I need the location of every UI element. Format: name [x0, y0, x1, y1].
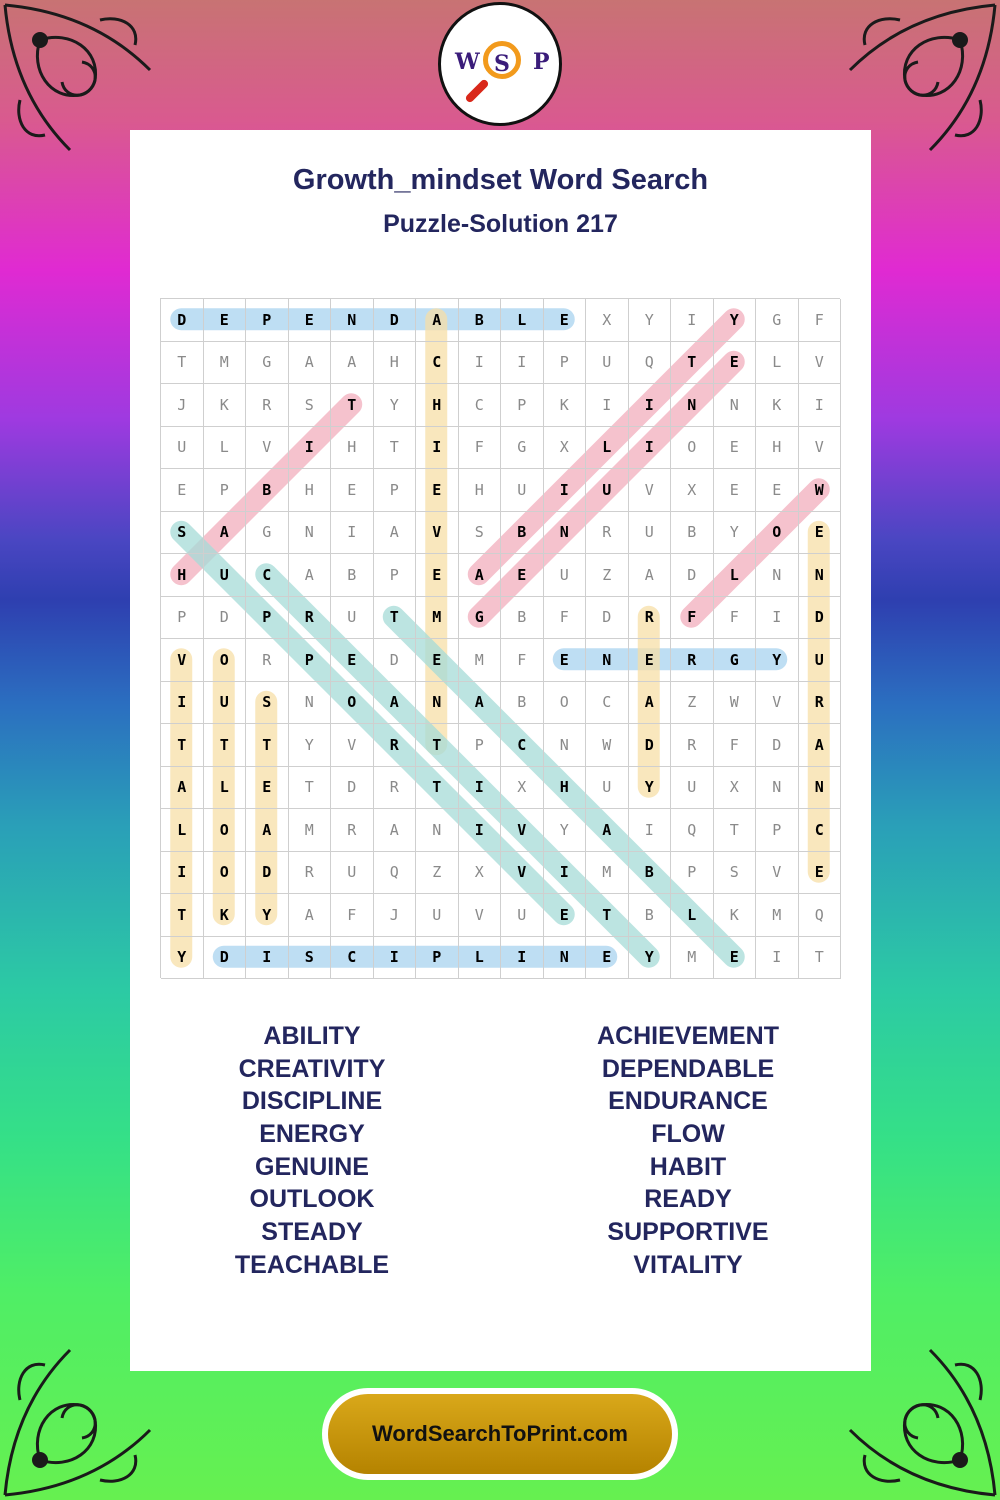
grid-cell: P: [416, 937, 459, 980]
grid-cell: I: [629, 809, 672, 852]
grid-cell: E: [544, 299, 587, 342]
word-list-item: ABILITY: [263, 1022, 361, 1050]
grid-cell: W: [586, 724, 629, 767]
grid-cell: E: [714, 469, 757, 512]
grid-cell: Z: [416, 852, 459, 895]
grid-cell: M: [756, 894, 799, 937]
grid-cell: U: [416, 894, 459, 937]
grid-cell: M: [671, 937, 714, 980]
grid-cell: I: [756, 597, 799, 640]
grid-cell: I: [586, 384, 629, 427]
grid-cell: G: [246, 512, 289, 555]
grid-cell: T: [586, 894, 629, 937]
grid-cell: A: [459, 682, 502, 725]
grid-cell: E: [161, 469, 204, 512]
grid-cell: X: [544, 427, 587, 470]
grid-cell: T: [799, 937, 842, 980]
grid-cell: N: [756, 554, 799, 597]
grid-cell: P: [459, 724, 502, 767]
grid-cell: I: [161, 852, 204, 895]
grid-cell: T: [374, 427, 417, 470]
grid-cell: H: [544, 767, 587, 810]
wsp-logo: [438, 2, 562, 126]
grid-cell: U: [629, 512, 672, 555]
grid-cell: I: [416, 427, 459, 470]
grid-cell: S: [289, 937, 332, 980]
grid-cell: U: [331, 597, 374, 640]
grid-cell: U: [161, 427, 204, 470]
grid-cell: F: [501, 639, 544, 682]
grid-cell: N: [416, 809, 459, 852]
word-list-item: FLOW: [651, 1120, 725, 1149]
grid-cell: T: [416, 767, 459, 810]
grid-cell: X: [501, 767, 544, 810]
site-link[interactable]: WordSearchToPrint.com: [372, 1421, 628, 1446]
grid-cell: E: [799, 512, 842, 555]
grid-cell: Y: [629, 299, 672, 342]
grid-cell: I: [544, 852, 587, 895]
grid-cell: P: [246, 299, 289, 342]
grid-cell: F: [714, 724, 757, 767]
grid-cell: N: [331, 299, 374, 342]
grid-cell: U: [586, 342, 629, 385]
grid-cell: K: [204, 894, 247, 937]
grid-cell: P: [374, 554, 417, 597]
grid-cell: F: [714, 597, 757, 640]
grid-cell: I: [331, 512, 374, 555]
magnifier-handle: [464, 78, 489, 103]
grid-cell: O: [671, 427, 714, 470]
grid-cell: Q: [374, 852, 417, 895]
grid-cell: D: [586, 597, 629, 640]
grid-cell: B: [246, 469, 289, 512]
grid-cell: V: [501, 852, 544, 895]
grid-cell: D: [331, 767, 374, 810]
grid-cell: D: [671, 554, 714, 597]
grid-cell: U: [204, 682, 247, 725]
site-badge-inner: [328, 1394, 672, 1474]
grid-cell: Y: [374, 384, 417, 427]
grid-cell: P: [671, 852, 714, 895]
grid-cell: U: [586, 767, 629, 810]
grid-cell: N: [756, 767, 799, 810]
grid-cell: F: [799, 299, 842, 342]
grid-cell: T: [246, 724, 289, 767]
site-badge[interactable]: [322, 1388, 678, 1480]
grid-cell: E: [246, 767, 289, 810]
grid-cell: C: [246, 554, 289, 597]
grid-cell: Y: [629, 767, 672, 810]
grid-cell: H: [756, 427, 799, 470]
word-list-item: DEPENDABLE: [601, 1054, 775, 1083]
grid-cell: Q: [799, 894, 842, 937]
grid-cell: R: [246, 384, 289, 427]
grid-cell: N: [799, 767, 842, 810]
grid-cell: E: [501, 554, 544, 597]
grid-cell: S: [459, 512, 502, 555]
grid-cell: F: [544, 597, 587, 640]
grid-cell: U: [501, 894, 544, 937]
grid-cell: O: [331, 682, 374, 725]
grid-cell: A: [374, 512, 417, 555]
grid-cell: K: [544, 384, 587, 427]
grid-cell: Y: [289, 724, 332, 767]
grid-cell: R: [289, 597, 332, 640]
grid-cell: O: [544, 682, 587, 725]
grid-cell: L: [501, 299, 544, 342]
grid-cell: N: [671, 384, 714, 427]
grid-cell: Q: [629, 342, 672, 385]
grid-cell: N: [714, 384, 757, 427]
grid-cell: I: [459, 809, 502, 852]
grid-cell: S: [714, 852, 757, 895]
grid-cell: J: [374, 894, 417, 937]
logo-letter-w: W: [455, 49, 480, 75]
grid-cell: Y: [246, 894, 289, 937]
grid-cell: P: [246, 597, 289, 640]
grid-cell: U: [501, 469, 544, 512]
grid-cell: A: [161, 767, 204, 810]
word-list-item: DISCIPLINE: [241, 1087, 383, 1116]
grid-cell: H: [331, 427, 374, 470]
grid-cell: E: [331, 469, 374, 512]
grid-cell: I: [799, 384, 842, 427]
grid-cell: M: [204, 342, 247, 385]
word-list-item: CREATIVITY: [238, 1054, 386, 1083]
grid-cell: Y: [714, 299, 757, 342]
grid-cell: E: [416, 639, 459, 682]
grid-cell: D: [204, 937, 247, 980]
letter-grid: [160, 298, 840, 978]
grid-cell: V: [756, 682, 799, 725]
word-list-item: ENDURANCE: [608, 1087, 768, 1116]
grid-cell: V: [161, 639, 204, 682]
grid-cell: V: [246, 427, 289, 470]
grid-cell: Z: [671, 682, 714, 725]
word-list-item: ACHIEVEMENT: [597, 1022, 779, 1050]
grid-cell: B: [501, 682, 544, 725]
grid-cell: E: [544, 894, 587, 937]
grid-cell: B: [501, 512, 544, 555]
grid-cell: E: [416, 469, 459, 512]
grid-cell: M: [586, 852, 629, 895]
grid-cell: W: [799, 469, 842, 512]
grid-cell: E: [289, 299, 332, 342]
grid-cell: L: [586, 427, 629, 470]
grid-cell: Y: [714, 512, 757, 555]
grid-cell: D: [629, 724, 672, 767]
grid-cell: A: [289, 894, 332, 937]
grid-cell: X: [714, 767, 757, 810]
word-list-item: READY: [644, 1185, 732, 1214]
grid-cell: W: [714, 682, 757, 725]
grid-cell: N: [544, 724, 587, 767]
grid-cell: E: [586, 937, 629, 980]
grid-cell: K: [756, 384, 799, 427]
grid-cell: G: [501, 427, 544, 470]
grid-cell: R: [629, 597, 672, 640]
grid-cell: J: [161, 384, 204, 427]
grid-cell: N: [289, 512, 332, 555]
grid-cell: L: [756, 342, 799, 385]
grid-cell: L: [204, 767, 247, 810]
grid-cell: T: [161, 724, 204, 767]
word-list-left: [152, 1020, 472, 1282]
puzzle-card: [130, 130, 871, 1371]
grid-cell: P: [204, 469, 247, 512]
grid-cell: Y: [161, 937, 204, 980]
grid-cell: P: [374, 469, 417, 512]
grid-cell: V: [459, 894, 502, 937]
grid-cell: T: [714, 809, 757, 852]
grid-cell: H: [416, 384, 459, 427]
grid-cell: U: [799, 639, 842, 682]
grid-cell: G: [459, 597, 502, 640]
grid-cell: I: [501, 937, 544, 980]
grid-cell: E: [799, 852, 842, 895]
grid-cell: I: [459, 342, 502, 385]
grid-cell: E: [629, 639, 672, 682]
grid-cell: A: [586, 809, 629, 852]
grid-cell: I: [459, 767, 502, 810]
grid-cell: T: [161, 342, 204, 385]
grid-cell: I: [246, 937, 289, 980]
grid-cell: I: [629, 384, 672, 427]
grid-cell: G: [246, 342, 289, 385]
grid-cell: Y: [756, 639, 799, 682]
grid-cell: N: [544, 937, 587, 980]
grid-cell: X: [586, 299, 629, 342]
grid-cell: D: [756, 724, 799, 767]
grid-cell: P: [289, 639, 332, 682]
grid-cell: H: [374, 342, 417, 385]
grid-cell: N: [544, 512, 587, 555]
grid-cell: S: [161, 512, 204, 555]
grid-cell: S: [246, 682, 289, 725]
grid-cell: Y: [544, 809, 587, 852]
grid-cell: I: [671, 299, 714, 342]
word-list-item: GENUINE: [255, 1152, 369, 1181]
grid-cell: X: [671, 469, 714, 512]
grid-cell: L: [204, 427, 247, 470]
grid-cell: Z: [586, 554, 629, 597]
word-grid-area: [160, 298, 840, 978]
grid-cell: L: [671, 894, 714, 937]
grid-cell: O: [204, 852, 247, 895]
grid-cell: C: [416, 342, 459, 385]
grid-cell: T: [161, 894, 204, 937]
grid-cell: L: [459, 937, 502, 980]
grid-cell: E: [544, 639, 587, 682]
grid-cell: Y: [629, 937, 672, 980]
grid-cell: R: [799, 682, 842, 725]
grid-cell: D: [246, 852, 289, 895]
grid-cell: A: [374, 809, 417, 852]
grid-cell: U: [586, 469, 629, 512]
grid-cell: G: [756, 299, 799, 342]
grid-cell: I: [756, 937, 799, 980]
word-list-item: STEADY: [261, 1218, 363, 1247]
grid-cell: A: [289, 342, 332, 385]
word-list-item: VITALITY: [633, 1250, 743, 1279]
grid-cell: M: [289, 809, 332, 852]
word-list-item: ENERGY: [259, 1120, 365, 1149]
grid-cell: R: [671, 639, 714, 682]
grid-cell: N: [586, 639, 629, 682]
grid-cell: D: [374, 639, 417, 682]
grid-cell: F: [671, 597, 714, 640]
grid-cell: B: [501, 597, 544, 640]
grid-cell: A: [289, 554, 332, 597]
grid-cell: A: [629, 554, 672, 597]
grid-cell: I: [629, 427, 672, 470]
grid-cell: L: [161, 809, 204, 852]
grid-cell: T: [331, 384, 374, 427]
grid-cell: I: [544, 469, 587, 512]
grid-cell: L: [714, 554, 757, 597]
grid-cell: P: [161, 597, 204, 640]
grid-cell: R: [374, 724, 417, 767]
grid-cell: E: [714, 427, 757, 470]
grid-cell: V: [629, 469, 672, 512]
grid-cell: X: [459, 852, 502, 895]
grid-cell: R: [671, 724, 714, 767]
grid-cell: I: [161, 682, 204, 725]
grid-cell: B: [459, 299, 502, 342]
grid-cell: C: [799, 809, 842, 852]
grid-cell: A: [799, 724, 842, 767]
grid-cell: I: [374, 937, 417, 980]
grid-cell: S: [289, 384, 332, 427]
grid-cell: V: [799, 427, 842, 470]
grid-cell: M: [459, 639, 502, 682]
grid-cell: U: [331, 852, 374, 895]
grid-cell: B: [629, 852, 672, 895]
grid-cell: O: [756, 512, 799, 555]
grid-cell: E: [714, 342, 757, 385]
grid-cell: H: [459, 469, 502, 512]
grid-cell: R: [586, 512, 629, 555]
grid-cell: H: [289, 469, 332, 512]
grid-cell: H: [161, 554, 204, 597]
grid-cell: T: [289, 767, 332, 810]
page-title: Growth_mindset Word Search: [292, 164, 709, 196]
grid-cell: T: [204, 724, 247, 767]
grid-cell: K: [204, 384, 247, 427]
grid-cell: D: [799, 597, 842, 640]
grid-cell: Q: [671, 809, 714, 852]
grid-cell: T: [416, 724, 459, 767]
grid-cell: F: [459, 427, 502, 470]
word-list-item: SUPPORTIVE: [607, 1218, 769, 1247]
grid-cell: K: [714, 894, 757, 937]
grid-cell: I: [289, 427, 332, 470]
grid-cell: T: [374, 597, 417, 640]
grid-cell: B: [331, 554, 374, 597]
grid-cell: V: [799, 342, 842, 385]
word-list-item: TEACHABLE: [234, 1250, 390, 1279]
grid-cell: E: [756, 469, 799, 512]
grid-cell: C: [331, 937, 374, 980]
grid-cell: C: [501, 724, 544, 767]
grid-cell: R: [246, 639, 289, 682]
grid-cell: A: [416, 299, 459, 342]
grid-cell: P: [544, 342, 587, 385]
grid-cell: I: [501, 342, 544, 385]
word-list-item: HABIT: [649, 1152, 727, 1181]
grid-cell: A: [331, 342, 374, 385]
grid-cell: U: [671, 767, 714, 810]
grid-cell: V: [416, 512, 459, 555]
grid-cell: F: [331, 894, 374, 937]
grid-cell: T: [671, 342, 714, 385]
grid-cell: C: [586, 682, 629, 725]
grid-cell: D: [374, 299, 417, 342]
grid-cell: E: [331, 639, 374, 682]
grid-cell: D: [204, 597, 247, 640]
grid-cell: D: [161, 299, 204, 342]
word-list-item: OUTLOOK: [249, 1185, 375, 1214]
grid-cell: A: [459, 554, 502, 597]
grid-cell: O: [204, 639, 247, 682]
grid-cell: B: [671, 512, 714, 555]
grid-cell: E: [416, 554, 459, 597]
grid-cell: A: [204, 512, 247, 555]
grid-cell: R: [289, 852, 332, 895]
grid-cell: E: [204, 299, 247, 342]
grid-cell: V: [756, 852, 799, 895]
word-list-right: [528, 1020, 848, 1282]
logo-letter-s: S: [494, 51, 510, 77]
grid-cell: M: [416, 597, 459, 640]
grid-cell: N: [289, 682, 332, 725]
page-subtitle: Puzzle-Solution 217: [383, 210, 618, 238]
grid-cell: R: [331, 809, 374, 852]
grid-cell: G: [714, 639, 757, 682]
grid-cell: P: [756, 809, 799, 852]
grid-cell: V: [331, 724, 374, 767]
grid-cell: C: [459, 384, 502, 427]
grid-cell: O: [204, 809, 247, 852]
grid-cell: N: [416, 682, 459, 725]
grid-cell: E: [714, 937, 757, 980]
grid-cell: U: [544, 554, 587, 597]
grid-cell: N: [799, 554, 842, 597]
grid-cell: A: [629, 682, 672, 725]
grid-cell: B: [629, 894, 672, 937]
grid-cell: A: [246, 809, 289, 852]
grid-cell: R: [374, 767, 417, 810]
grid-cell: V: [501, 809, 544, 852]
grid-cell: U: [204, 554, 247, 597]
logo-letter-p: P: [533, 49, 550, 75]
grid-cell: A: [374, 682, 417, 725]
grid-cell: P: [501, 384, 544, 427]
